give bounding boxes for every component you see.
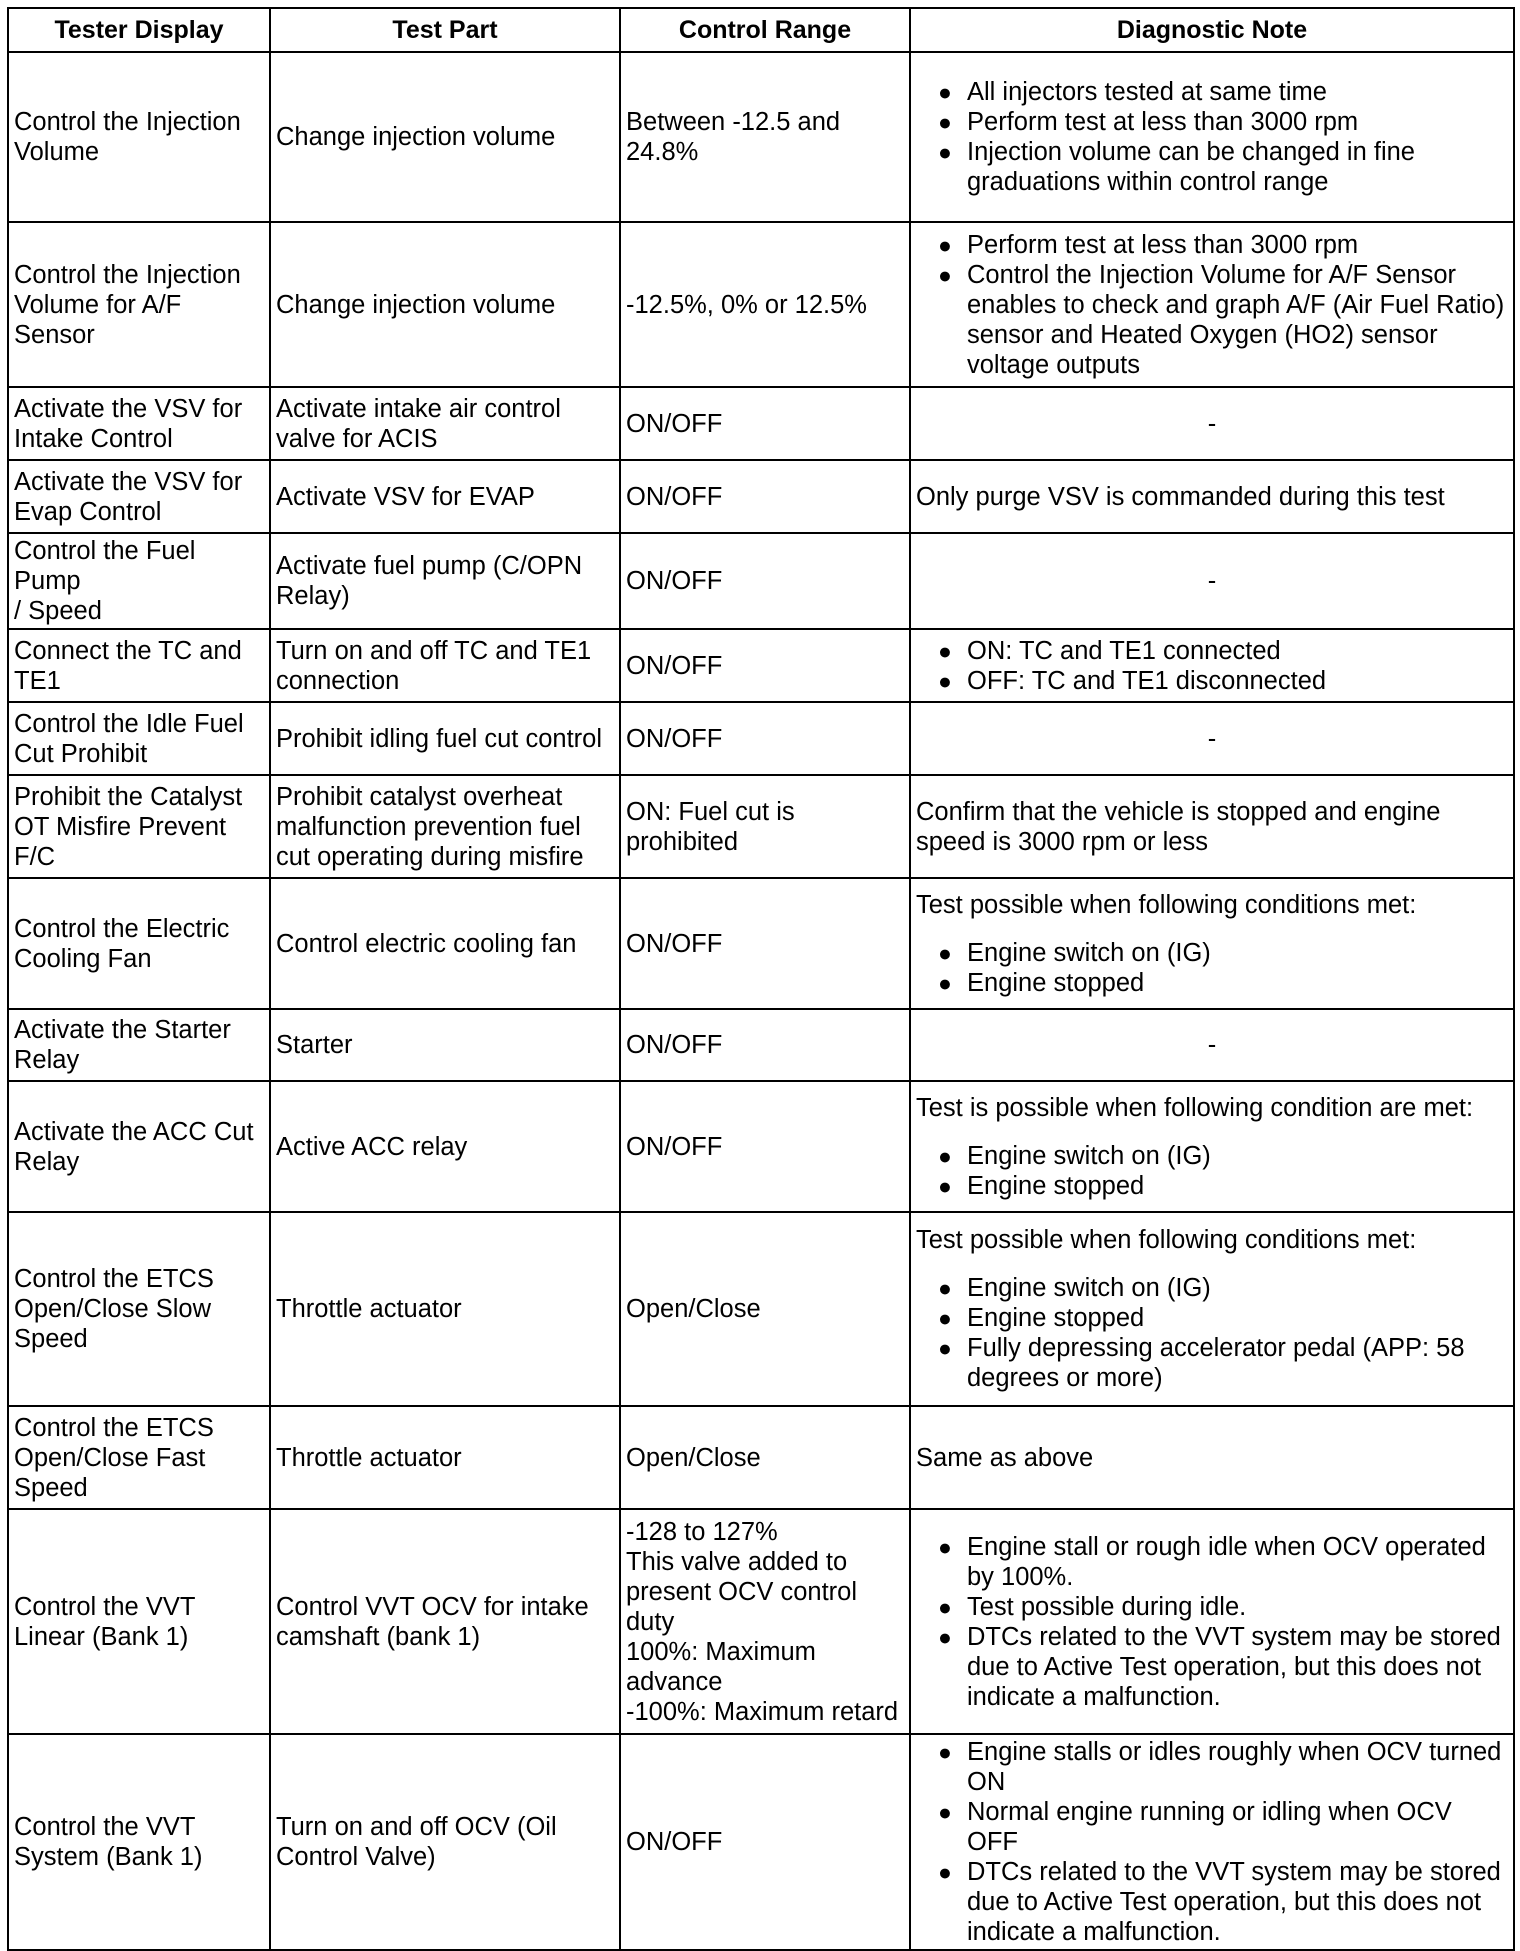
tester-display-cell-line: Control the VVT	[14, 1813, 196, 1841]
diagnostic-note-cell	[910, 1734, 1514, 1950]
test-part-cell-line: Turn on and off OCV (Oil	[276, 1813, 557, 1841]
tester-display-cell-line: TE1	[14, 666, 61, 695]
diagnostic-note-cell	[910, 878, 1514, 1009]
tester-display-cell	[8, 629, 270, 702]
tester-display-cell-line: Speed	[14, 1325, 88, 1353]
tester-display-cell-line: Open/Close Slow	[14, 1295, 212, 1323]
diagnostic-note-cell	[910, 629, 1514, 702]
test-part-cell-line: Throttle actuator	[276, 1295, 462, 1323]
diagnostic-note-cell	[910, 52, 1514, 222]
tester-display-cell	[8, 1406, 270, 1509]
test-part-cell	[270, 1081, 620, 1212]
control-range-cell-line: ON/OFF	[626, 1828, 723, 1856]
note-bullet-list	[916, 938, 1508, 998]
note-bullet: ● Engine switch on (IG)	[938, 1141, 1508, 1171]
note-bullet: ● DTCs related to the VVT system may be stored due to Active Test operation, but this does not indicate a malfunction.	[938, 1857, 1508, 1947]
control-range-cell	[620, 460, 910, 533]
test-part-cell-line: Control Valve)	[276, 1843, 436, 1871]
diagnostic-note-cell	[910, 460, 1514, 533]
diagnostic-note-cell	[910, 1081, 1514, 1212]
test-part-cell	[270, 1406, 620, 1509]
tester-display-cell-line: Cooling Fan	[14, 944, 152, 973]
table-row	[8, 533, 1514, 629]
test-part-cell	[270, 1509, 620, 1734]
test-part-cell	[270, 1212, 620, 1406]
test-part-cell	[270, 1009, 620, 1081]
diagnostic-note-cell: -	[910, 387, 1514, 460]
note-bullet: ● Engine switch on (IG)	[938, 938, 1508, 968]
note-bullet: ● Test possible during idle.	[938, 1592, 1508, 1622]
note-bullet: ● Engine stalls or idles roughly when OCV turned ON	[938, 1737, 1508, 1797]
tester-display-cell-line: / Speed	[14, 597, 102, 625]
test-part-cell-line: Starter	[276, 1031, 353, 1059]
test-part-cell-line: Relay)	[276, 582, 350, 610]
test-part-cell	[270, 52, 620, 222]
tester-display-cell-line: Sensor	[14, 320, 95, 349]
note-bullet-list	[916, 1737, 1508, 1947]
table-row	[8, 702, 1514, 775]
note-bullet-list	[916, 1273, 1508, 1393]
tester-display-cell-line: Activate the VSV for	[14, 394, 243, 423]
test-part-cell-line: Turn on and off TC and TE1	[276, 636, 592, 665]
table-row	[8, 1734, 1514, 1950]
control-range-cell-line: ON/OFF	[626, 482, 723, 511]
test-part-cell	[270, 1734, 620, 1950]
note-bullet-list	[916, 1141, 1508, 1201]
tester-display-cell	[8, 222, 270, 387]
header-row	[8, 8, 1514, 52]
tester-display-cell	[8, 1509, 270, 1734]
tester-display-cell-line: Control the Fuel Pump	[14, 537, 196, 595]
tester-display-cell-line: OT Misfire Prevent	[14, 812, 227, 841]
tester-display-cell-line: Cut Prohibit	[14, 739, 148, 768]
test-part-cell	[270, 629, 620, 702]
control-range-cell-line: Between -12.5 and	[626, 108, 841, 136]
note-bullet: ● Engine switch on (IG)	[938, 1273, 1508, 1303]
control-range-cell	[620, 52, 910, 222]
control-range-cell-line: advance	[626, 1667, 723, 1696]
control-range-cell	[620, 387, 910, 460]
test-part-cell-line: Change injection volume	[276, 290, 556, 319]
note-bullet: ● Normal engine running or idling when OCV OFF	[938, 1797, 1508, 1857]
test-part-cell	[270, 702, 620, 775]
control-range-cell-line: ON/OFF	[626, 651, 723, 680]
tester-display-cell-line: Speed	[14, 1473, 88, 1502]
active-test-table	[7, 7, 1515, 1951]
control-range-cell	[620, 1509, 910, 1734]
control-range-cell-line: 100%: Maximum	[626, 1637, 816, 1666]
test-part-cell-line: camshaft (bank 1)	[276, 1622, 481, 1651]
note-bullet-list	[916, 77, 1508, 197]
control-range-cell-line: -100%: Maximum retard	[626, 1697, 899, 1726]
note-bullet: ● DTCs related to the VVT system may be stored due to Active Test operation, but this does not indicate a malfunction.	[938, 1622, 1508, 1712]
tester-display-cell	[8, 1081, 270, 1212]
tester-display-cell-line: Prohibit the Catalyst	[14, 782, 243, 811]
note-text: Only purge VSV is commanded during this test	[916, 482, 1445, 511]
table-row	[8, 460, 1514, 533]
note-lead: Test is possible when following condition are met:	[916, 1093, 1474, 1122]
tester-display-cell-line: Control the Idle Fuel	[14, 709, 244, 738]
header-tester-display: Tester Display	[8, 8, 270, 52]
note-bullet: ● Engine stopped	[938, 968, 1508, 998]
note-bullet: ● Perform test at less than 3000 rpm	[938, 107, 1508, 137]
diagnostic-note-cell	[910, 222, 1514, 387]
header-control-range: Control Range	[620, 8, 910, 52]
test-part-cell	[270, 878, 620, 1009]
table-row	[8, 629, 1514, 702]
control-range-cell-line: -12.5%, 0% or 12.5%	[626, 290, 867, 319]
tester-display-cell	[8, 1734, 270, 1950]
tester-display-cell-line: Volume for A/F	[14, 290, 182, 319]
note-text: Same as above	[916, 1443, 1094, 1472]
note-bullet: ● Perform test at less than 3000 rpm	[938, 230, 1508, 260]
note-bullet: ● Fully depressing accelerator pedal (APP: 58 degrees or more)	[938, 1333, 1508, 1393]
tester-display-cell	[8, 533, 270, 629]
tester-display-cell	[8, 1009, 270, 1081]
control-range-cell-line: -128 to 127%	[626, 1517, 778, 1546]
test-part-cell	[270, 387, 620, 460]
table-row	[8, 1081, 1514, 1212]
tester-display-cell	[8, 1212, 270, 1406]
table-row	[8, 1009, 1514, 1081]
test-part-cell-line: Throttle actuator	[276, 1443, 462, 1472]
control-range-cell-line: ON/OFF	[626, 1031, 723, 1059]
note-bullet: ● ON: TC and TE1 connected	[938, 636, 1508, 666]
control-range-cell-line: ON/OFF	[626, 1132, 723, 1161]
tester-display-cell-line: Control the Injection	[14, 260, 241, 289]
diagnostic-note-cell	[910, 1212, 1514, 1406]
control-range-cell	[620, 878, 910, 1009]
diagnostic-note-cell	[910, 1406, 1514, 1509]
tester-display-cell	[8, 52, 270, 222]
table-row	[8, 878, 1514, 1009]
control-range-cell	[620, 1009, 910, 1081]
test-part-cell-line: Activate fuel pump (C/OPN	[276, 552, 583, 580]
diagnostic-note-cell: -	[910, 702, 1514, 775]
table-row	[8, 1406, 1514, 1509]
test-part-cell	[270, 460, 620, 533]
tester-display-cell-line: Activate the VSV for	[14, 467, 243, 496]
tester-display-cell-line: Intake Control	[14, 424, 173, 453]
control-range-cell-line: present OCV control	[626, 1577, 858, 1606]
tester-display-cell-line: Relay	[14, 1046, 80, 1074]
test-part-cell-line: Control electric cooling fan	[276, 929, 577, 958]
diagnostic-note-cell	[910, 775, 1514, 878]
tester-display-cell-line: Control the ETCS	[14, 1265, 214, 1293]
note-text: Confirm that the vehicle is stopped and engine speed is 3000 rpm or less	[916, 797, 1441, 856]
note-lead: Test possible when following conditions met:	[916, 1226, 1417, 1254]
control-range-cell-line: Open/Close	[626, 1295, 761, 1323]
tester-display-cell-line: Control the Injection	[14, 108, 241, 136]
table-row	[8, 222, 1514, 387]
control-range-cell	[620, 533, 910, 629]
table-row	[8, 1509, 1514, 1734]
control-range-cell-line: ON/OFF	[626, 929, 723, 958]
tester-display-cell-line: Activate the Starter	[14, 1016, 231, 1044]
test-part-cell-line: Active ACC relay	[276, 1132, 468, 1161]
control-range-cell-line: ON/OFF	[626, 567, 723, 595]
table-row	[8, 387, 1514, 460]
control-range-cell-line: ON/OFF	[626, 724, 723, 753]
note-bullet-list	[916, 1532, 1508, 1712]
note-bullet: ● Control the Injection Volume for A/F Sensor enables to check and graph A/F (Air Fuel Ratio) sensor and Heated Oxygen (HO2) sensor voltage outputs	[938, 260, 1508, 380]
control-range-cell-line: 24.8%	[626, 138, 699, 166]
note-bullet: ● Engine stall or rough idle when OCV operated by 100%.	[938, 1532, 1508, 1592]
test-part-cell	[270, 222, 620, 387]
diagnostic-note-cell	[910, 1509, 1514, 1734]
control-range-cell	[620, 1734, 910, 1950]
table-row	[8, 1212, 1514, 1406]
tester-display-cell-line: Volume	[14, 138, 100, 166]
test-part-cell-line: valve for ACIS	[276, 424, 438, 453]
diagnostic-note-cell: -	[910, 1009, 1514, 1081]
test-part-cell	[270, 533, 620, 629]
control-range-cell	[620, 702, 910, 775]
control-range-cell	[620, 1406, 910, 1509]
tester-display-cell	[8, 460, 270, 533]
tester-display-cell-line: Control the VVT	[14, 1592, 196, 1621]
test-part-cell-line: cut operating during misfire	[276, 842, 584, 871]
header-test-part: Test Part	[270, 8, 620, 52]
diagnostic-note-cell: -	[910, 533, 1514, 629]
control-range-cell-line: This valve added to	[626, 1547, 848, 1576]
note-bullet-list	[916, 636, 1508, 696]
tester-display-cell-line: Control the Electric	[14, 914, 230, 943]
test-part-cell-line: Change injection volume	[276, 123, 556, 151]
test-part-cell-line: Prohibit catalyst overheat	[276, 782, 563, 811]
test-part-cell-line: Prohibit idling fuel cut control	[276, 724, 603, 753]
tester-display-cell	[8, 702, 270, 775]
control-range-cell	[620, 629, 910, 702]
tester-display-cell	[8, 878, 270, 1009]
note-bullet: ● OFF: TC and TE1 disconnected	[938, 666, 1508, 696]
tester-display-cell-line: Open/Close Fast	[14, 1443, 206, 1472]
tester-display-cell-line: F/C	[14, 842, 56, 871]
control-range-cell-line: ON: Fuel cut is	[626, 797, 795, 826]
tester-display-cell-line: Connect the TC and	[14, 636, 242, 665]
note-lead: Test possible when following conditions met:	[916, 890, 1417, 919]
header-diagnostic-note: Diagnostic Note	[910, 8, 1514, 52]
control-range-cell-line: ON/OFF	[626, 409, 723, 438]
control-range-cell-line: duty	[626, 1607, 675, 1636]
tester-display-cell	[8, 387, 270, 460]
note-bullet: ● Engine stopped	[938, 1303, 1508, 1333]
tester-display-cell-line: Relay	[14, 1147, 80, 1176]
note-bullet: ● Injection volume can be changed in fine graduations within control range	[938, 137, 1508, 197]
note-bullet: ● All injectors tested at same time	[938, 77, 1508, 107]
tester-display-cell-line: Linear (Bank 1)	[14, 1622, 189, 1651]
test-part-cell	[270, 775, 620, 878]
note-bullet-list	[916, 230, 1508, 380]
control-range-cell	[620, 222, 910, 387]
control-range-cell	[620, 1212, 910, 1406]
table-row	[8, 52, 1514, 222]
test-part-cell-line: connection	[276, 666, 400, 695]
tester-display-cell-line: Control the ETCS	[14, 1413, 214, 1442]
note-bullet: ● Engine stopped	[938, 1171, 1508, 1201]
tester-display-cell-line: Activate the ACC Cut	[14, 1117, 254, 1146]
control-range-cell-line: Open/Close	[626, 1443, 761, 1472]
control-range-cell	[620, 1081, 910, 1212]
test-part-cell-line: malfunction prevention fuel	[276, 812, 581, 841]
test-part-cell-line: Control VVT OCV for intake	[276, 1592, 589, 1621]
control-range-cell-line: prohibited	[626, 827, 738, 856]
tester-display-cell-line: System (Bank 1)	[14, 1843, 203, 1871]
table-row	[8, 775, 1514, 878]
tester-display-cell	[8, 775, 270, 878]
test-part-cell-line: Activate intake air control	[276, 394, 561, 423]
control-range-cell	[620, 775, 910, 878]
tester-display-cell-line: Evap Control	[14, 497, 162, 526]
test-part-cell-line: Activate VSV for EVAP	[276, 482, 535, 511]
